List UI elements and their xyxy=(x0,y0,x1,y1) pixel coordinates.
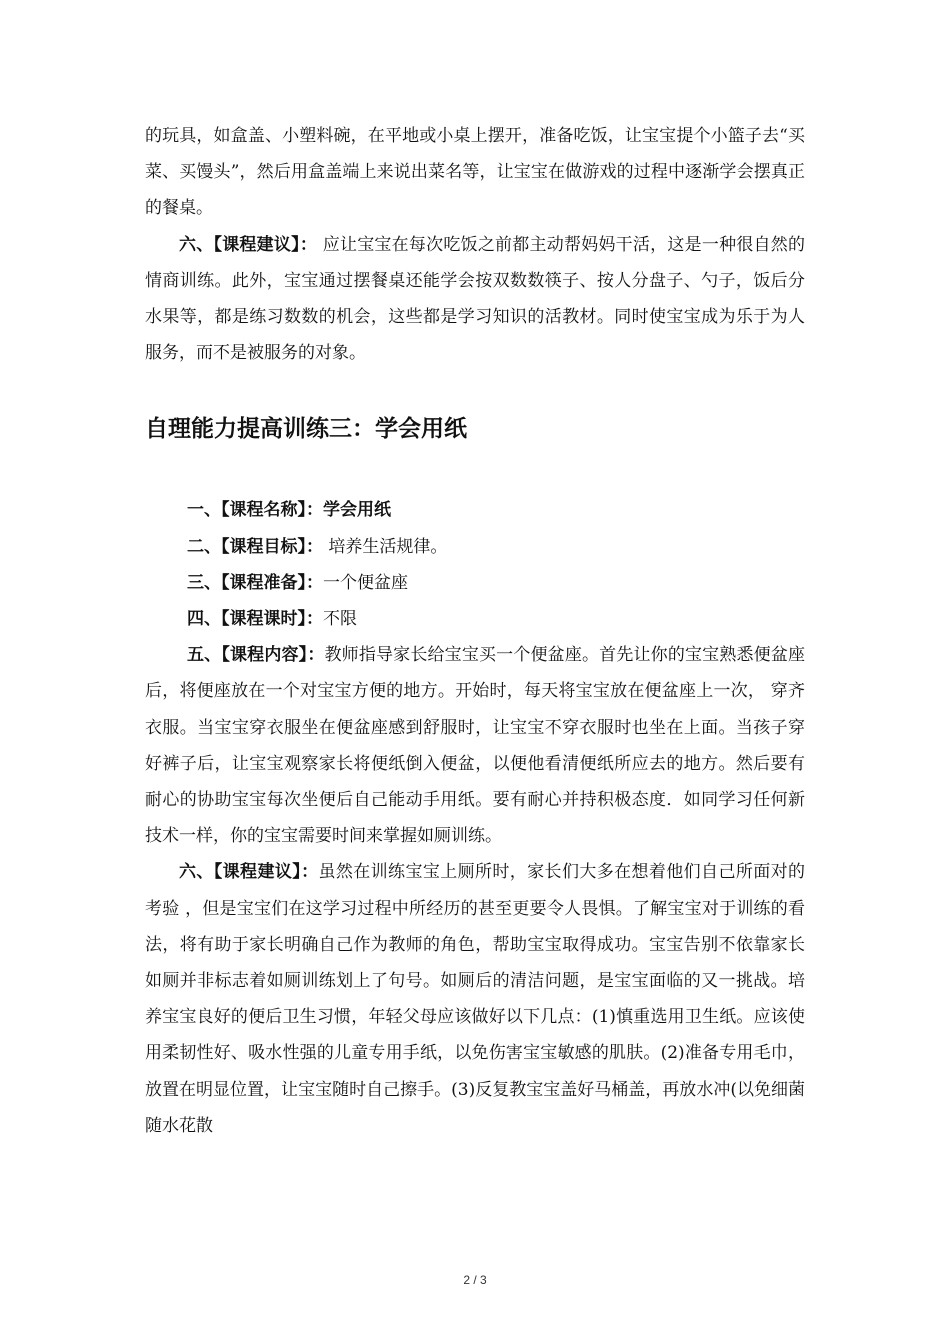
course-hours-value: 不限 xyxy=(323,609,357,630)
course-goal-label: 二、【课程目标】： xyxy=(187,536,323,557)
course-hours-label: 四、【课程课时】： xyxy=(187,609,323,630)
course-content-text: 教师指导家长给宝宝买一个便盆座。首先让你的宝宝熟悉便盆座后，将便座放在一个对宝宝方便的地方。开始时，每天将宝宝放在便盆座上一次， 穿齐衣服。当宝宝穿衣服坐在便盆座感到舒服时，让宝宝不穿衣服时也坐在上面。当孩子穿好裤子后，让宝宝观察家长将便纸倒入便盆，以便他看清便纸所应去的地方。然后要有耐心的协助宝宝每次坐便后自己能动手用纸。要有耐心并持积极态度．如同学习任何新技术一样，你的宝宝需要时间来掌握如厕训练。 xyxy=(145,645,805,847)
course-prep-item xyxy=(145,565,805,601)
suggestion-2-label: 六、【课程建议】： xyxy=(179,862,319,883)
course-name-value: 学会用纸 xyxy=(323,500,391,521)
suggestion-2-text: 虽然在训练宝宝上厕所时，家长们大多在想着他们自己所面对的考验 ，但是宝宝们在这学习过程中所经历的甚至更要令人畏惧。了解宝宝对于训练的看法，将有助于家长明确自己作为教师的角色，帮助宝宝取得成功。宝宝告别不依靠家长如厕并非标志着如厕训练划上了句号。如厕后的清洁问题，是宝宝面临的又一挑战。培养宝宝良好的便后卫生习惯，年轻父母应该做好以下几点：(1)慎重选用卫生纸。应该使用柔韧性好、吸水性强的儿童专用手纸，以免伤害宝宝敏感的肌肤。(2)准备专用毛巾，放置在明显位置，让宝宝随时自己擦手。(3)反复教宝宝盖好马桶盖，再放水冲(以免细菌随水花散 xyxy=(145,862,805,1136)
paragraph-course-content xyxy=(145,637,805,854)
paragraph-suggestion-1 xyxy=(145,227,805,372)
course-content-label: 五、【课程内容】： xyxy=(187,645,325,666)
course-name-item xyxy=(145,492,805,528)
section-heading: 自理能力提高训练三：学会用纸 xyxy=(145,416,467,443)
document-page xyxy=(145,118,805,1144)
page-number: 2 / 3 xyxy=(463,1273,487,1287)
suggestion-text: 应让宝宝在每次吃饭之前都主动帮妈妈干活，这是一种很自然的情商训练。此外，宝宝通过摆餐桌还能学会按双数数筷子、按人分盘子、勺子，饭后分水果等，都是练习数数的机会，这些都是学习知识的活教材。同时使宝宝成为乐于为人服务，而不是被服务的对象。 xyxy=(145,234,805,364)
course-hours-item xyxy=(145,601,805,637)
paragraph-continuation: 的玩具，如盒盖、小塑料碗，在平地或小桌上摆开，准备吃饭，让宝宝提个小篮子去“买菜、买馒头”，然后用盒盖端上来说出菜名等，让宝宝在做游戏的过程中逐渐学会摆真正的餐桌。 xyxy=(145,126,805,219)
course-goal-value: 培养生活规律。 xyxy=(323,536,448,557)
suggestion-label: 六、【课程建议】： xyxy=(179,234,318,255)
course-name-label: 一、【课程名称】： xyxy=(187,500,323,521)
course-prep-value: 一个便盆座 xyxy=(323,572,408,593)
course-prep-label: 三、【课程准备】： xyxy=(187,572,323,593)
course-goal-item xyxy=(145,529,805,565)
paragraph-suggestion-2 xyxy=(145,854,805,1144)
